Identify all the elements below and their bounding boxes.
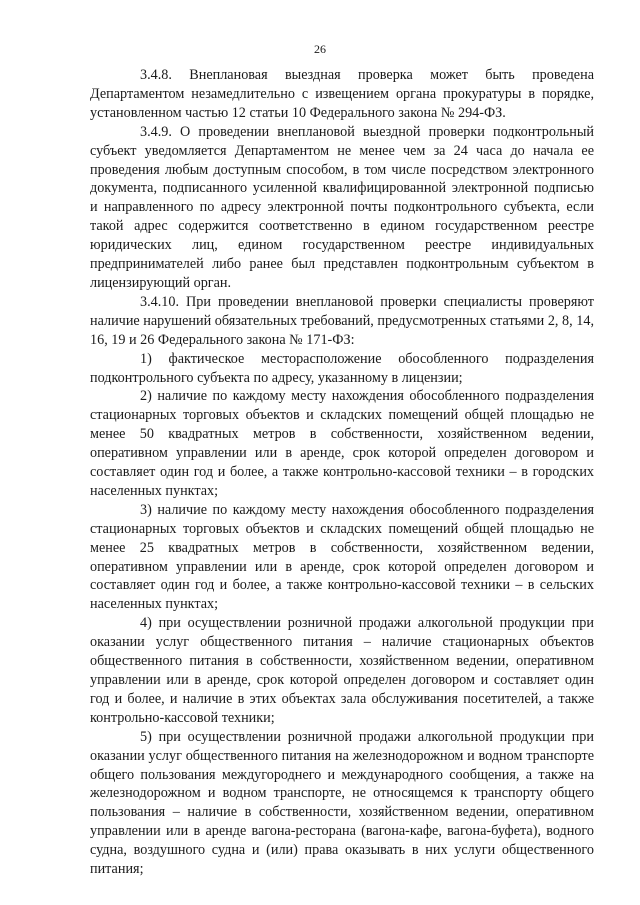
paragraph-3-4-8: 3.4.8. Внеплановая выездная проверка может быть проведена Департаментом незамедлительно с извещением органа прокуратуры в порядке, установленном частью 12 статьи 10 Федерального закона № 294-ФЗ. xyxy=(90,67,594,121)
paragraph-3-4-10: 3.4.10. При проведении внеплановой проверки специалисты проверяют наличие нарушений обязательных требований, предусмотренных статьями 2, 8, 14, 16, 19 и 26 Федерального закона № 171-ФЗ: xyxy=(90,293,594,348)
page-number: 26 xyxy=(314,42,326,56)
list-item-5: 5) при осуществлении розничной продажи алкогольной продукции при оказании услуг общественного питания на железнодорожном и водном транспорте общего пользования междугороднего и международного сообщения, а также на железнодорожном и водном транспорте, не относящемся к транспорту общего пользования – наличие в собственности, хозяйственном ведении, оперативном управлении или в аренде вагона-ресторана (вагона-кафе, вагона-буфета), водного судна, воздушного судна и (или) права оказывать в них услуги общественного питания; xyxy=(90,728,594,878)
list-item-4: 4) при осуществлении розничной продажи алкогольной продукции при оказании услуг общественного питания – наличие стационарных объектов общественного питания в собственности, хозяйственном ведении, оперативном управлении или в аренде, срок которой определен договором и составляет один год и более, и наличие в этих объектах зала обслуживания посетителей, а также контрольно-кассовой техники; xyxy=(90,615,594,726)
list-item-3: 3) наличие по каждому месту нахождения обособленного подразделения стационарных торговых объектов и складских помещений общей площадью не менее 25 квадратных метров в собственности, хозяйственном ведении, оперативном управлении или в аренде, срок которой определен договором и составляет один год и более, а также контрольно-кассовой техники – в сельских населенных пунктах; xyxy=(90,501,594,613)
list-item-2: 2) наличие по каждому месту нахождения обособленного подразделения стационарных торговых объектов и складских помещений общей площадью не менее 50 квадратных метров в собственности, хозяйственном ведении, оперативном управлении или в аренде, срок которой определен договором и составляет один год и более, а также контрольно-кассовой техники – в городских населенных пунктах; xyxy=(90,388,594,499)
paragraph-3-4-9: 3.4.9. О проведении внеплановой выездной проверки подконтрольный субъект уведомляется Департаментом не менее чем за 24 часа до начала ее проведения любым доступным способом, в том числе посредством электронного документа, подписанного усиленной квалифицированной электронной подписью и направленного по адресу электронной почты подконтрольного субъекта, если такой адрес содержится соответственно в едином государственном реестре юридических лиц, едином государственном реестре индивидуальных предпринимателей либо ранее был представлен подконтрольным субъектом в лицензирующий орган. xyxy=(90,123,594,291)
document-body xyxy=(90,66,594,879)
list-item-1: 1) фактическое месторасположение обособленного подразделения подконтрольного субъекта по адресу, указанному в лицензии; xyxy=(90,350,594,386)
